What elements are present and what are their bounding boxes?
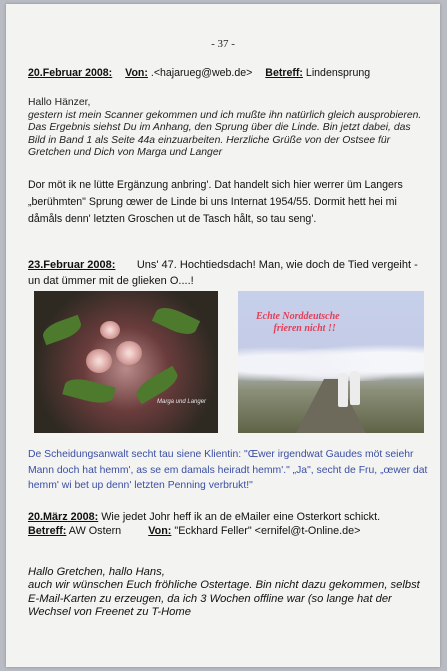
- roses-photo: [34, 291, 218, 433]
- entry1-from-label: Von:: [125, 67, 148, 79]
- letter1-greeting: Hallo Hänzer,: [28, 97, 91, 108]
- letter2-greeting: Hallo Gretchen, hallo Hans,: [28, 566, 165, 578]
- entry1-date: 20.Februar 2008:: [28, 67, 113, 79]
- letter2-body: auch wir wünschen Euch fröhliche Ostertage. Bin nicht dazu gekommen, selbst E-Mail-Karten zu erzeugen, da ich 3 Wochen offline war (so lange hat der Wechsel von Freenet zu T-Home: [28, 579, 420, 619]
- rose: [100, 321, 120, 339]
- frosted-trees: [238, 339, 424, 381]
- entry1-subject-label: Betreff:: [265, 67, 303, 79]
- entry1-header: [28, 67, 428, 79]
- entry2: [28, 257, 430, 289]
- entry3-subject-value: AW Ostern: [68, 524, 122, 537]
- letter1-body: gestern ist mein Scanner gekommen und ich mußte ihn natürlich gleich ausprobieren. Das Ergebnis siehst Du im Anhang, den Sprung über die Linde. Bin jetzt dabei, das Bild in Band 1 als Seite 44a einzuarbeiten. Herzliche Grüße von der Ostsee für Gretchen und Dich von Marga und Langer: [28, 109, 422, 158]
- entry1-subject-value: Lindensprung: [305, 67, 371, 79]
- entry1-from-value: .<hajarueg@web.de>: [150, 67, 253, 79]
- entry3-from-label: Von:: [148, 524, 172, 537]
- person-figure: [350, 371, 360, 405]
- leaf-decoration: [62, 375, 115, 407]
- rose: [116, 341, 142, 365]
- letter2: [28, 566, 432, 620]
- photo2-title: [256, 311, 340, 335]
- couple-winter-photo: [238, 291, 424, 433]
- platt-paragraph: Dor möt ik ne lütte Ergänzung anbring'. Dat handelt sich hier werrer üm Langers „berühmten" Sprung œwer de Linde bi uns Internat 1954/55. Dormit hett hei mi dåmåls denn' letzten Groschen ut de Tasch hålt, so tau seng'.: [28, 179, 403, 225]
- leaf-decoration: [40, 315, 84, 346]
- photo1-caption: Marga und Langer: [157, 399, 207, 405]
- photo2-title-line2: frieren nicht !!: [273, 323, 336, 334]
- rose: [86, 349, 112, 373]
- entry3-subject-label: Betreff:: [28, 524, 67, 537]
- book-page: [6, 4, 440, 667]
- entry3-from-value: "Eckhard Feller" <ernifel@t-Online.de>: [174, 524, 361, 537]
- entry3: [28, 511, 430, 538]
- photo2-title-line1: Echte Norddeutsche: [256, 311, 340, 322]
- entry3-date: 20.März 2008:: [28, 511, 99, 523]
- entry2-date: 23.Februar 2008:: [28, 259, 116, 271]
- page-number: - 37 -: [211, 38, 235, 50]
- entry2-text: Uns' 47. Hochtiedsdach! Man, wie doch de Tied vergeiht - un dat ümmer mit de glieken O....!: [28, 259, 418, 287]
- letter1: [28, 97, 428, 160]
- leaf-decoration: [152, 303, 200, 340]
- joke-paragraph: De Scheidungsanwalt secht tau siene Klientin: "Œwer irgendwat Gaudes möt seiehr Mann doch hat hemm', as se em damals heiradt hemm'." „Ja", secht de Fru, „œwer dat hemm' wi bet up denn' letzten Penning verbrukt!": [28, 449, 428, 492]
- entry3-text: Wie jedet Johr heff ik an de eMailer eine Osterkort schickt.: [101, 511, 381, 523]
- person-figure: [338, 373, 348, 407]
